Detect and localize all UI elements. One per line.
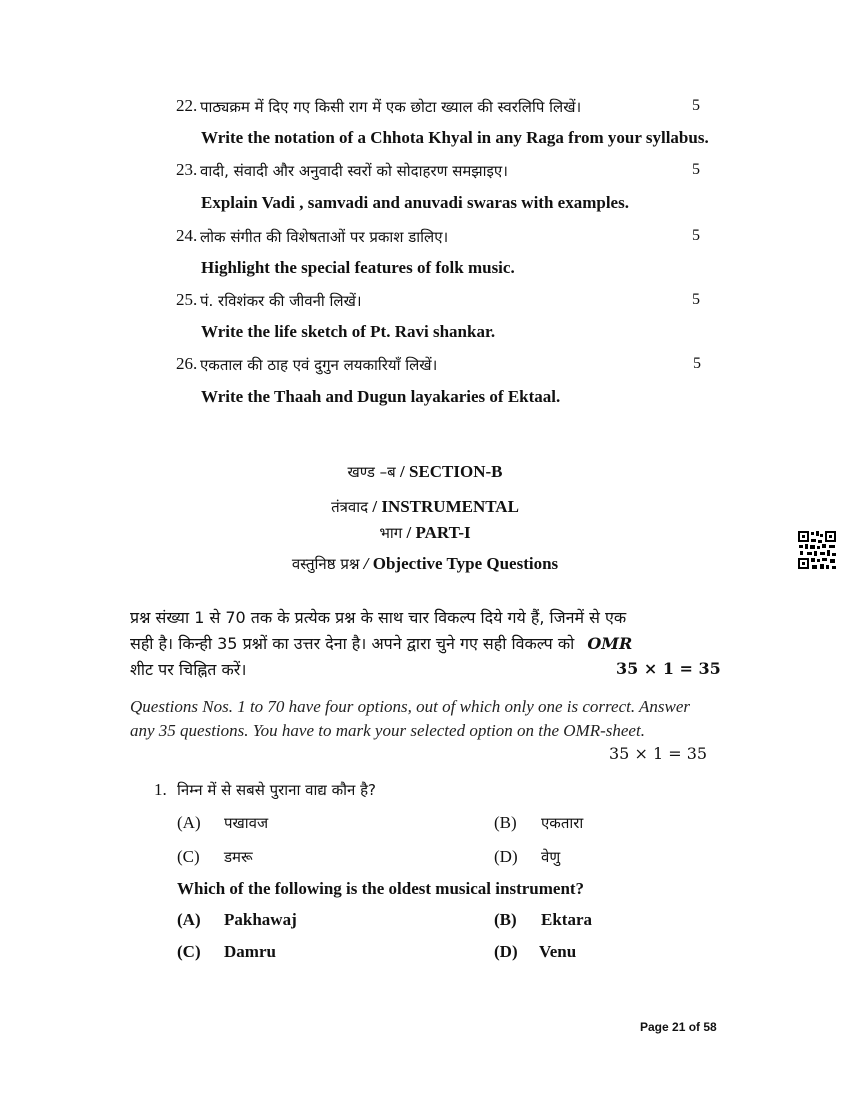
- part-label-hi: भाग: [379, 524, 403, 542]
- question-text-hi: वादी, संवादी और अनुवादी स्वरों को सोदाहरण समझाइए।: [200, 162, 508, 180]
- option-text-en: Pakhawaj: [224, 910, 297, 929]
- section-heading: [0, 462, 850, 482]
- instructions-en-line2: any 35 questions. You have to mark your selected option on the OMR-sheet.: [130, 721, 645, 740]
- separator: /: [372, 497, 378, 516]
- omr-label: OMR: [587, 634, 633, 653]
- question-marks: 5: [692, 291, 700, 308]
- question-number: 23.: [176, 160, 198, 179]
- instructions-hi-marks: 35 × 1 = 35: [616, 659, 721, 678]
- instructions-en-line1: Questions Nos. 1 to 70 have four options, out of which only one is correct. Answer: [130, 697, 691, 716]
- option-label: (D): [494, 942, 518, 961]
- question-type-heading: [0, 554, 850, 574]
- instructions-hi-line1: प्रश्न संख्या 1 से 70 तक के प्रत्येक प्रश्न के साथ चार विकल्प दिये गये हैं, जिनमें से एक: [130, 608, 627, 627]
- option-label: (A): [177, 813, 201, 832]
- question-text-en: Write the notation of a Chhota Khyal in any Raga from your syllabus.: [201, 128, 709, 147]
- separator: /: [363, 554, 369, 573]
- qr-code-icon: [797, 530, 837, 570]
- question-type-hi: वस्तुनिष्ठ प्रश्न: [291, 555, 360, 573]
- subject-heading: [0, 497, 850, 517]
- question-text-en: Write the Thaah and Dugun layakaries of Ektaal.: [201, 387, 561, 406]
- question-text-en: Explain Vadi , samvadi and anuvadi swaras with examples.: [201, 193, 629, 212]
- option-text-hi: डमरू: [224, 848, 253, 866]
- option-label: (D): [494, 847, 518, 866]
- question-text-en: Write the life sketch of Pt. Ravi shankar.: [201, 322, 496, 341]
- question-marks: 5: [692, 161, 700, 178]
- instructions-hi-line2-text: सही है। किन्ही 35 प्रश्नों का उत्तर देना है। अपने द्वारा चुने गए सही विकल्प को: [130, 634, 575, 653]
- option-text-en: Ektara: [541, 910, 592, 929]
- option-text-en: Venu: [539, 942, 577, 961]
- separator: /: [406, 523, 412, 542]
- question-number: 26.: [176, 354, 198, 373]
- option-text-hi: वेणु: [541, 848, 561, 866]
- question-text-hi: निम्न में से सबसे पुराना वाद्य कौन है?: [177, 781, 377, 799]
- question-text-hi: पं. रविशंकर की जीवनी लिखें।: [200, 292, 362, 310]
- instructions-hi-line2: [130, 631, 632, 657]
- question-number: 1.: [154, 780, 167, 799]
- option-label: (C): [177, 847, 200, 866]
- question-number: 25.: [176, 290, 198, 309]
- instructions-en: [130, 695, 722, 743]
- question-text-hi: लोक संगीत की विशेषताओं पर प्रकाश डालिए।: [200, 228, 449, 246]
- subject-label-hi: तंत्रवाद: [331, 498, 369, 516]
- question-marks: 5: [693, 355, 701, 372]
- question-text-hi: एकताल की ठाह एवं दुगुन लयकारियाँ लिखें।: [200, 356, 438, 374]
- section-label-hi: खण्ड –ब: [347, 463, 396, 481]
- option-text-hi: पखावज: [224, 814, 269, 832]
- option-text-en: Damru: [224, 942, 276, 961]
- question-text-en: Which of the following is the oldest musical instrument?: [177, 879, 585, 898]
- option-label: (C): [177, 942, 201, 961]
- part-heading: [0, 523, 850, 543]
- question-text-en: Highlight the special features of folk music.: [201, 258, 515, 277]
- option-text-hi: एकतारा: [541, 814, 584, 832]
- question-number: 24.: [176, 226, 198, 245]
- option-label: (B): [494, 813, 517, 832]
- question-type-en: Objective Type Questions: [372, 554, 559, 573]
- option-label: (A): [177, 910, 201, 929]
- part-label-en: PART-I: [415, 523, 471, 542]
- section-label-en: SECTION-B: [408, 462, 503, 481]
- subject-label-en: INSTRUMENTAL: [381, 497, 519, 516]
- question-number: 22.: [176, 96, 198, 115]
- option-label: (B): [494, 910, 517, 929]
- instructions-hi: [130, 605, 632, 683]
- instructions-en-marks: 35 × 1 = 35: [609, 744, 708, 763]
- question-marks: 5: [692, 97, 700, 114]
- instructions-hi-line3: शीट पर चिह्नित करें।: [130, 660, 247, 679]
- question-marks: 5: [692, 227, 700, 244]
- question-text-hi: पाठ्यक्रम में दिए गए किसी राग में एक छोटा ख्याल की स्वरलिपि लिखें।: [200, 98, 582, 116]
- separator: /: [400, 462, 405, 481]
- page-number: Page 21 of 58: [640, 1020, 717, 1034]
